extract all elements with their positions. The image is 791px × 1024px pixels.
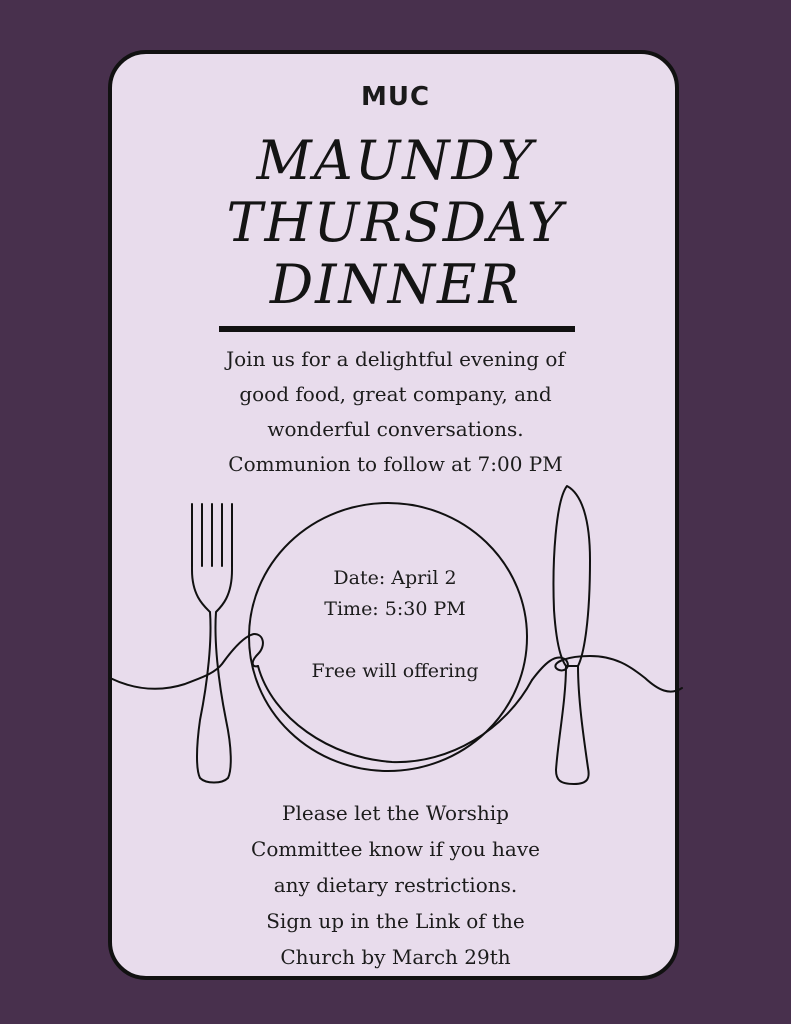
continuous-line-right-icon bbox=[532, 656, 682, 692]
event-date: Date: April 2 bbox=[333, 567, 457, 589]
footer-line-5: Church by March 29th bbox=[280, 945, 511, 969]
event-title bbox=[0, 130, 791, 316]
organization-name: MUC bbox=[360, 82, 431, 112]
title-line-2: THURSDAY bbox=[226, 191, 565, 254]
footer-line-4: Sign up in the Link of the bbox=[266, 909, 525, 933]
spacer bbox=[270, 625, 520, 656]
title-divider bbox=[219, 326, 575, 332]
continuous-line-icon bbox=[110, 634, 263, 689]
footer-line-2: Committee know if you have bbox=[251, 837, 540, 861]
signup-text bbox=[150, 795, 641, 975]
event-offering: Free will offering bbox=[311, 660, 479, 682]
event-time: Time: 5:30 PM bbox=[324, 598, 466, 620]
knife-icon bbox=[554, 486, 590, 784]
intro-line-3: wonderful conversations. bbox=[267, 417, 524, 441]
intro-line-4: Communion to follow at 7:00 PM bbox=[228, 452, 563, 476]
fork-icon bbox=[192, 504, 232, 783]
title-line-3: DINNER bbox=[269, 253, 522, 316]
event-details bbox=[270, 563, 520, 687]
intro-line-1: Join us for a delightful evening of bbox=[226, 347, 565, 371]
footer-line-3: any dietary restrictions. bbox=[273, 873, 518, 897]
intro-text bbox=[150, 342, 641, 482]
title-line-1: MAUNDY bbox=[256, 129, 535, 192]
intro-line-2: good food, great company, and bbox=[239, 382, 552, 406]
footer-line-1: Please let the Worship bbox=[282, 801, 509, 825]
